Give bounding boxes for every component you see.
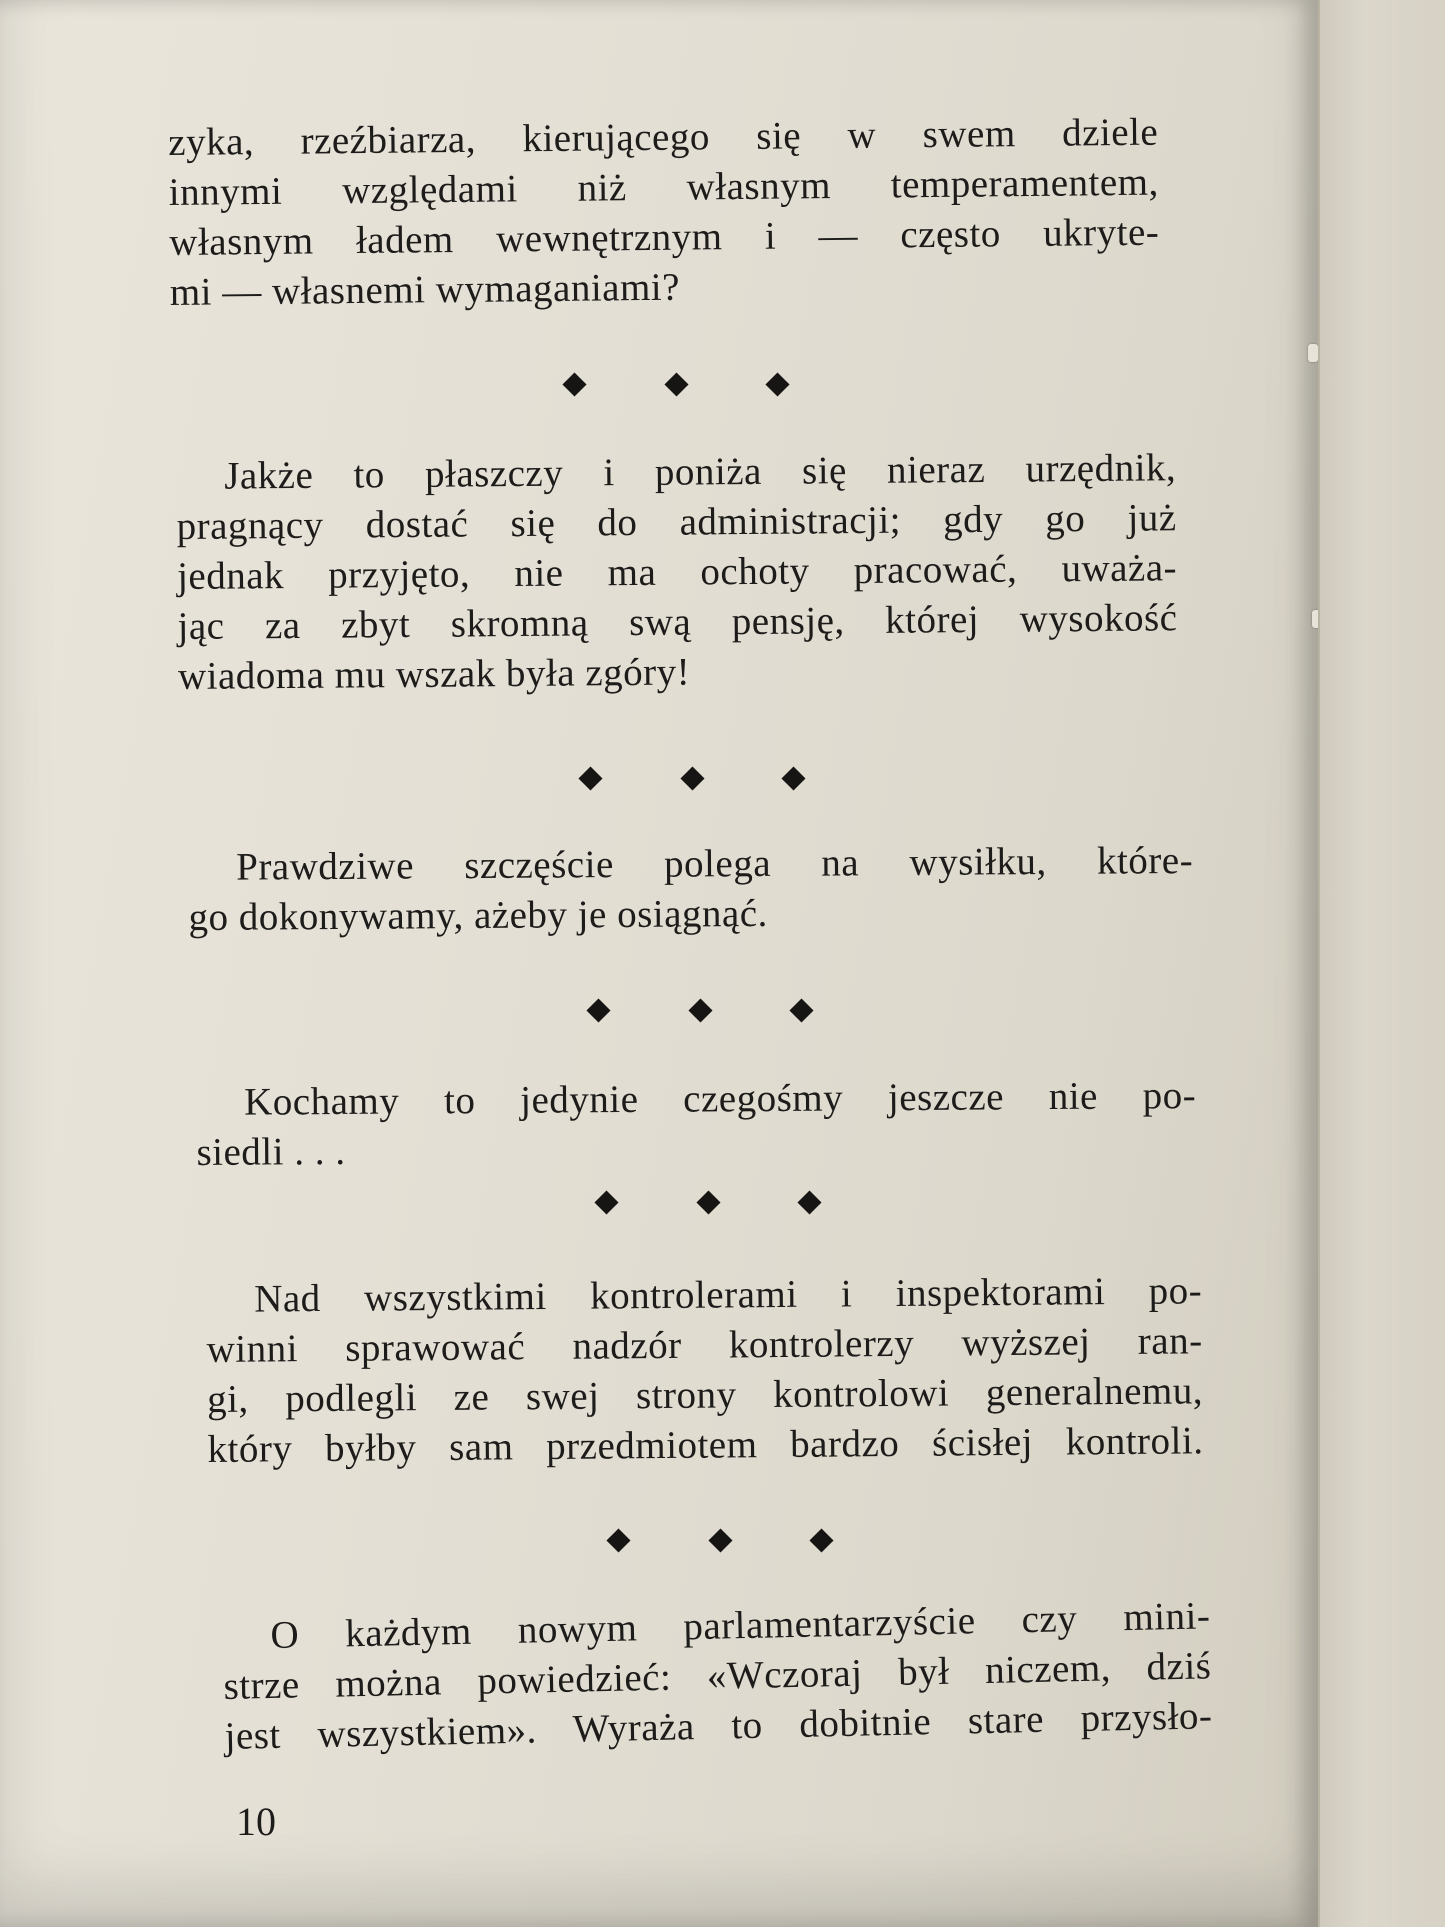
paragraph-5 [206, 1266, 1204, 1475]
text-line: jednak przyjęto, nie ma ochoty pracować, uważa- [176, 546, 1178, 598]
diamond-icon [562, 372, 586, 396]
text-line: pragnący dostać się do administracji; gdy go już [176, 496, 1177, 548]
paragraph-2 [176, 443, 1178, 702]
paragraph-6 [222, 1591, 1213, 1762]
text-line: jest wszystkiem». Wyraża to dobitnie stare przysło- [224, 1694, 1213, 1758]
adjacent-page-edge [1318, 0, 1445, 1927]
diamond-icon [578, 766, 602, 790]
diamond-icon [797, 1190, 821, 1214]
paragraph-3 [188, 836, 1194, 943]
diamond-icon [664, 372, 688, 396]
separator-ornament [590, 998, 810, 1022]
diamond-icon [789, 998, 813, 1022]
paragraph-4 [196, 1071, 1197, 1178]
diamond-icon [688, 998, 712, 1022]
text-line: zyka, rzeźbiarza, kierującego się w swem dziele [168, 110, 1159, 164]
diamond-icon [586, 998, 610, 1022]
diamond-icon [765, 372, 789, 396]
text-line: jąc za zbyt skromną swą pensję, której wysokość [177, 596, 1178, 648]
diamond-icon [696, 1190, 720, 1214]
diamond-icon [708, 1528, 732, 1552]
page-number: 10 [236, 1799, 276, 1844]
diamond-icon [781, 766, 805, 790]
text-line: mi — własnemi wymaganiami? [169, 265, 681, 314]
text-line: gi, podlegli ze swej strony kontrolowi generalnemu, [206, 1369, 1204, 1421]
separator-ornament [610, 1528, 830, 1552]
diamond-icon [680, 766, 704, 790]
text-line: własnym ładem wewnętrznym i — często ukryte- [169, 210, 1160, 264]
text-line: O każdym nowym parlamentarzyście czy mini- [270, 1594, 1211, 1657]
separator-ornament [598, 1190, 818, 1214]
text-line: innymi względami niż własnym temperamentem, [168, 160, 1159, 214]
text-line: winni sprawować nadzór kontrolerzy wyższej ran- [206, 1319, 1203, 1371]
text-line: który byłby sam przedmiotem bardzo ścisłej kontroli. [207, 1419, 1204, 1471]
text-line: strze można powiedzieć: «Wczoraj był niczem, dziś [223, 1644, 1212, 1708]
text-line: Nad wszystkimi kontrolerami i inspektorami po- [254, 1269, 1203, 1321]
text-line: go dokonywamy, ażeby je osiągnąć. [188, 891, 768, 939]
text-line: wiadoma mu wszak była zgóry! [177, 650, 691, 698]
separator-ornament [566, 372, 786, 396]
text-line: Kochamy to jedynie czegośmy jeszcze nie po- [244, 1074, 1197, 1124]
diamond-icon [594, 1190, 618, 1214]
diamond-icon [809, 1528, 833, 1552]
text-line: Jakże to płaszczy i poniża się nieraz urzędnik, [224, 446, 1177, 498]
text-line: siedli . . . [196, 1129, 346, 1174]
diamond-icon [606, 1528, 630, 1552]
binding-stitch [1308, 344, 1318, 362]
text-line: Prawdziwe szczęście polega na wysiłku, które- [236, 838, 1194, 889]
paragraph-1 [168, 108, 1160, 318]
separator-ornament [582, 766, 802, 790]
